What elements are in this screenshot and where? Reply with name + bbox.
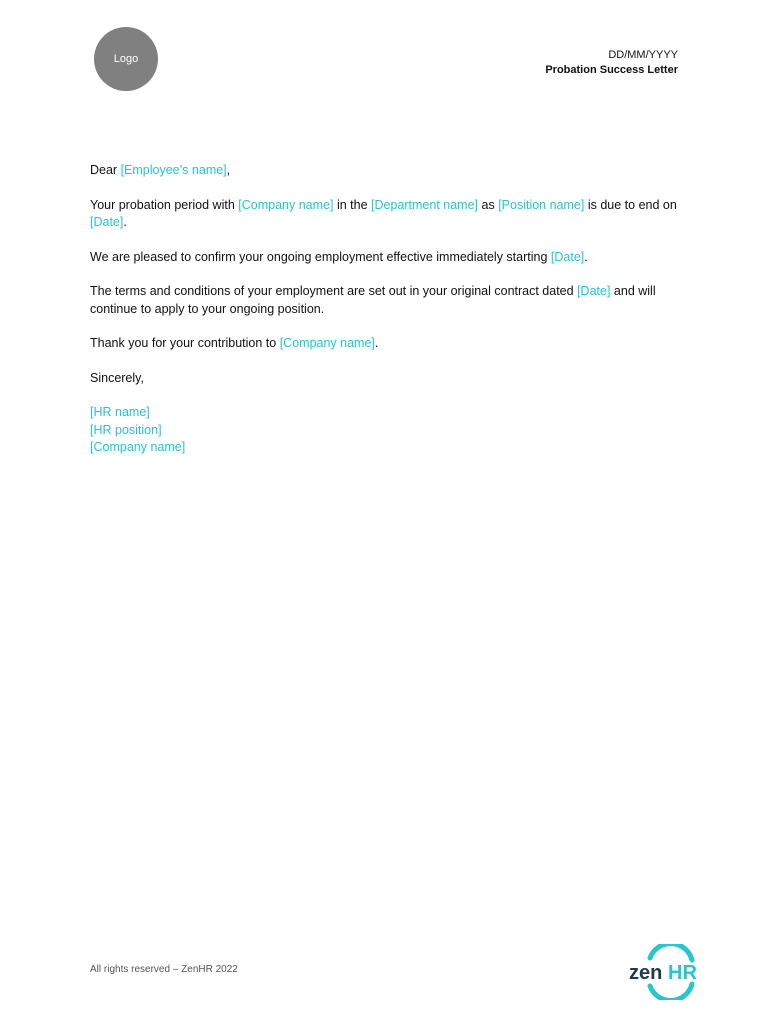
company-name-placeholder-2: [Company name] [279, 336, 375, 350]
logo-label: Logo [113, 53, 139, 65]
thanks-paragraph [90, 335, 678, 353]
p4-text-1: Thank you for your contribution to [90, 336, 277, 350]
salutation-text: Dear [90, 163, 118, 177]
p3-text-1: The terms and conditions of your employment are set out in your original contract dated [90, 284, 574, 298]
brand-text-zen: zen [629, 962, 663, 984]
position-name-placeholder: [Position name] [498, 197, 585, 212]
company-name-placeholder: [Company name] [238, 197, 334, 212]
zenhr-logo [628, 944, 702, 1000]
brand-arc-top [650, 944, 692, 960]
probation-paragraph [90, 197, 678, 232]
p1-text-4: is due to end on [587, 197, 677, 212]
p1-text-1: Your probation period with [90, 197, 235, 212]
confirmation-paragraph [90, 249, 678, 267]
start-date-placeholder: [Date] [550, 249, 585, 264]
p3-text-2: and will continue to apply to your ongoing position. [90, 284, 656, 316]
letter-body [90, 162, 678, 457]
logo-placeholder [94, 27, 158, 91]
brand-arc-bottom [650, 984, 692, 1000]
signature-company-placeholder: [Company name] [90, 440, 186, 454]
p2-text-1: We are pleased to confirm your ongoing employment effective immediately starting [90, 249, 548, 264]
date-field: DD/MM/YYYY [608, 49, 678, 61]
p1-text-3: as [481, 197, 495, 212]
employee-name-placeholder: [Employee’s name] [120, 163, 227, 177]
contract-date-placeholder: [Date] [577, 284, 611, 298]
zenhr-logo-icon [628, 944, 702, 1000]
p4-text-2: . [374, 336, 379, 350]
salutation-paragraph [90, 162, 678, 180]
brand-text-hr: HR [668, 962, 697, 984]
terms-paragraph [90, 283, 678, 318]
end-date-placeholder: [Date] [90, 215, 124, 229]
hr-name-placeholder: [HR name] [90, 405, 150, 419]
document-title: Probation Success Letter [545, 64, 678, 76]
salutation-comma: , [226, 163, 231, 177]
signature-block [90, 404, 678, 457]
letter-header [545, 48, 678, 78]
p2-text-2: . [584, 249, 588, 264]
department-name-placeholder: [Department name] [371, 197, 479, 212]
p1-text-2: in the [336, 197, 368, 212]
hr-position-placeholder: [HR position] [90, 422, 162, 437]
closing-paragraph: Sincerely, [90, 370, 144, 385]
footer-rights: All rights reserved – ZenHR 2022 [90, 964, 238, 975]
p1-text-5: . [123, 215, 127, 229]
